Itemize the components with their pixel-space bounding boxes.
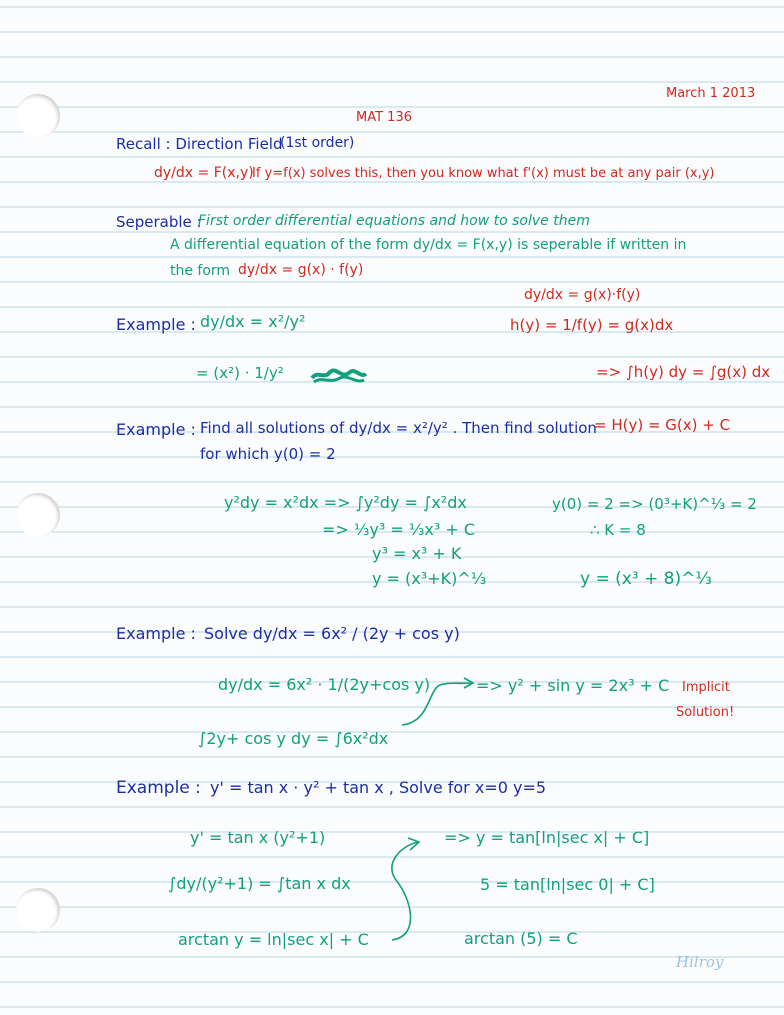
example2-step4: y = (x³+K)^⅓ <box>372 569 487 588</box>
date-note: March 1 2013 <box>666 86 756 101</box>
hilroy-watermark: Hilroy <box>676 953 724 971</box>
separable-definition-line1: A differential equation of the form dy/dx = F(x,y) is seperable if written in <box>170 237 687 253</box>
example2-label: Example : <box>116 420 196 439</box>
recall-formula: dy/dx = F(x,y) <box>154 165 254 181</box>
separable-heading: Seperable : <box>116 213 202 231</box>
example3-result: => y² + sin y = 2x³ + C <box>476 676 670 695</box>
example4-result3: arctan (5) = C <box>464 929 578 948</box>
example2-ic3: y = (x³ + 8)^⅓ <box>580 569 712 589</box>
example2-ic2: ∴ K = 8 <box>590 521 646 539</box>
example4-step2: ∫dy/(y²+1) = ∫tan x dx <box>168 874 351 893</box>
example4-result1: => y = tan[ln|sec x| + C] <box>444 828 650 847</box>
implicit-note-line2: Solution! <box>676 705 735 720</box>
example2-statement: Find all solutions of dy/dx = x²/y² . Then find solution <box>200 419 597 437</box>
side-step-4: = H(y) = G(x) + C <box>594 416 731 434</box>
example3-label: Example : <box>116 624 196 643</box>
side-step-2: h(y) = 1/f(y) = g(x)dx <box>510 316 674 334</box>
recall-order-note: (1st order) <box>280 135 355 151</box>
curved-arrow-example3 <box>402 683 472 725</box>
example2-ic1: y(0) = 2 => (0³+K)^⅓ = 2 <box>552 495 757 513</box>
example3-statement: Solve dy/dx = 6x² / (2y + cos y) <box>204 624 460 643</box>
curved-arrow-example4 <box>392 842 418 940</box>
recall-heading: Recall : Direction Field <box>116 135 283 153</box>
example2-step1: y²dy = x²dx => ∫y²dy = ∫x²dx <box>224 493 467 512</box>
recall-statement: If y=f(x) solves this, then you know what f'(x) must be at any pair (x,y) <box>252 166 715 181</box>
side-step-1: dy/dx = g(x)·f(y) <box>524 287 641 303</box>
course-title: MAT 136 <box>356 110 412 125</box>
example4-step1: y' = tan x (y²+1) <box>190 828 326 847</box>
scribble-mark <box>312 370 366 382</box>
example4-result2: 5 = tan[ln|sec 0| + C] <box>480 875 655 894</box>
example4-statement: y' = tan x · y² + tan x , Solve for x=0 y=5 <box>210 778 547 797</box>
example2-condition: for which y(0) = 2 <box>200 445 336 463</box>
example2-step2: => ⅓y³ = ⅓x³ + C <box>322 520 476 539</box>
separable-form-formula: dy/dx = g(x) · f(y) <box>238 262 364 278</box>
example3-step2: ∫2y+ cos y dy = ∫6x²dx <box>198 729 389 748</box>
example4-step3: arctan y = ln|sec x| + C <box>178 930 369 949</box>
side-step-3: => ∫h(y) dy = ∫g(x) dx <box>596 363 771 381</box>
separable-definition-line2: the form <box>170 263 231 279</box>
example1-rewrite: = (x²) · 1/y² <box>196 364 284 382</box>
example2-step3: y³ = x³ + K <box>372 544 462 563</box>
example4-label: Example : <box>116 778 201 798</box>
implicit-note-line1: Implicit <box>682 680 730 695</box>
separable-description: First order differential equations and how to solve them <box>198 213 590 229</box>
example1-label: Example : <box>116 315 196 334</box>
example3-step1: dy/dx = 6x² · 1/(2y+cos y) <box>218 675 431 694</box>
example1-equation: dy/dx = x²/y² <box>200 312 306 331</box>
